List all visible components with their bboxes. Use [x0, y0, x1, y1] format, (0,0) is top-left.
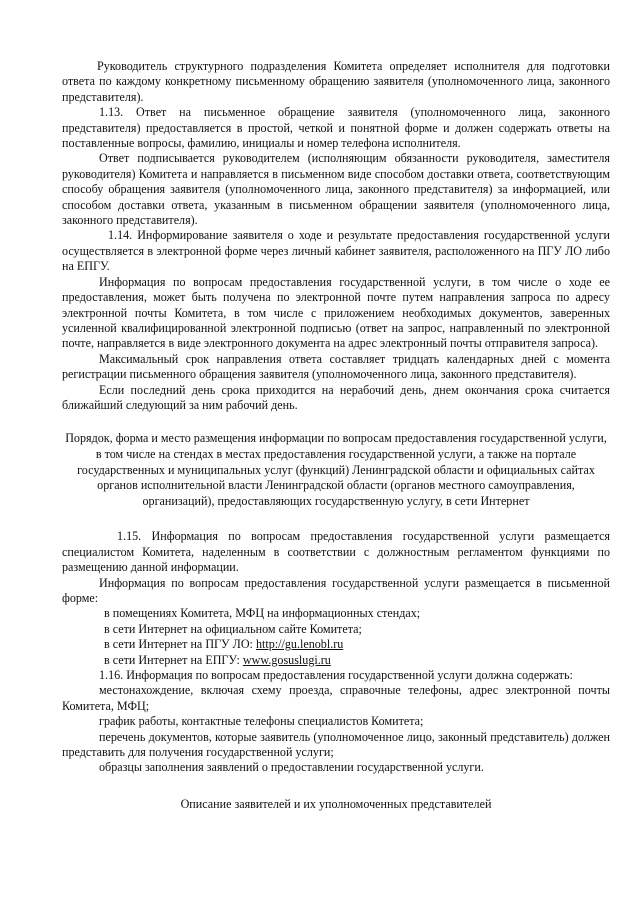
paragraph-max-term: Максимальный срок направления ответа составляет тридцать календарных дней с момента регистрации письменного обращения заявителя (уполномоченного лица, законного представителя).: [62, 351, 610, 382]
paragraph-schedule: график работы, контактные телефоны специалистов Комитета;: [99, 714, 424, 729]
list-item-epgu-text: в сети Интернет на ЕПГУ:: [104, 652, 243, 667]
paragraph-1-14: 1.14. Информирование заявителя о ходе и результате предоставления государственной услуги осуществляется в электронной форме через личный кабинет заявителя, расположенного на ПГУ ЛО либо на ЕПГУ.: [62, 228, 610, 274]
paragraph-executor: Руководитель структурного подразделения Комитета определяет исполнителя для подготовки ответа по каждому конкретному письменному обращению заявителя (уполномоченного лица, законного представителя).: [62, 59, 610, 104]
paragraph-last-day: Если последний день срока приходится на нерабочий день, днем окончания срока считается ближайший следующий за ним рабочий день.: [62, 382, 610, 412]
paragraph-answer-signed: Ответ подписывается руководителем (исполняющим обязанности руководителя, заместителя руководителя) Комитета и направляется в письменном виде способом доставки ответа, соответствующим способу обращения заявителя (уполномоченного лица, законного представителя) за информацией, или способом доставки ответа, указанным в письменном обращении заявителя (уполномоченного лица, законного представителя).: [62, 151, 610, 228]
paragraph-1-16: 1.16. Информация по вопросам предоставления государственной услуги должна содержать:: [99, 667, 573, 682]
list-item-epgu: [62, 653, 610, 668]
paragraph-documents-list: перечень документов, которые заявитель (уполномоченное лицо, законный представитель) должен представить для получения государственной услуги;: [62, 729, 610, 759]
list-item-stands: в помещениях Комитета, МФЦ на информационных стендах;: [104, 606, 421, 621]
paragraph-email-info: Информация по вопросам предоставления государственной услуги, в том числе о ходе ее предоставления, может быть получена по электронной почте путем направления запроса по адресу электронной почты Комитета, в том числе с приложением необходимых документов, заверенных усиленной квалифицированной электронной подписью (ответ на запрос, направленный по электронной почте, направляется в виде электронного документа на адрес электронный почты отправителя запроса).: [62, 274, 610, 351]
section-heading-applicants: Описание заявителей и их уполномоченных представителей: [180, 796, 492, 811]
paragraph-location: местонахождение, включая схему проезда, справочные телефоны, адрес электронной почты Комитета, МФЦ;: [62, 683, 610, 713]
list-item-pgu-lo: [62, 637, 610, 652]
list-item-pgu-lo-text: в сети Интернет на ПГУ ЛО:: [104, 637, 256, 652]
paragraph-1-15: 1.15. Информация по вопросам предоставления государственной услуги размещается специалистом Комитета, наделенным в соответствии с должностным регламентом функциями по размещению данной информации.: [62, 529, 610, 575]
paragraph-1-13: 1.13. Ответ на письменное обращение заявителя (уполномоченного лица, законного представителя) предоставляется в простой, четкой и понятной форме и должен содержать ответы на поставленные вопросы, фамилию, инициалы и номер телефона исполнителя.: [62, 105, 610, 151]
pgu-lo-link[interactable]: http://gu.lenobl.ru: [255, 637, 344, 652]
section-heading-information: Порядок, форма и место размещения информации по вопросам предоставления государственной услуги, в том числе на стендах в местах предоставления государственной услуги, а также на портале государственных и муниципальных услуг (функций) Ленинградской области и официальных сайтах органов исполнительной власти Ленинградской области (органов местного самоуправления, организаций), предоставляющих государственную услугу, в сети Интернет: [65, 431, 607, 508]
paragraph-samples: образцы заполнения заявлений о предоставлении государственной услуги.: [99, 760, 484, 775]
paragraph-written-form: Информация по вопросам предоставления государственной услуги размещается в письменной форме:: [62, 575, 610, 605]
list-item-website: в сети Интернет на официальном сайте Комитета;: [104, 621, 362, 636]
epgu-link[interactable]: www.gosuslugi.ru: [242, 652, 331, 667]
